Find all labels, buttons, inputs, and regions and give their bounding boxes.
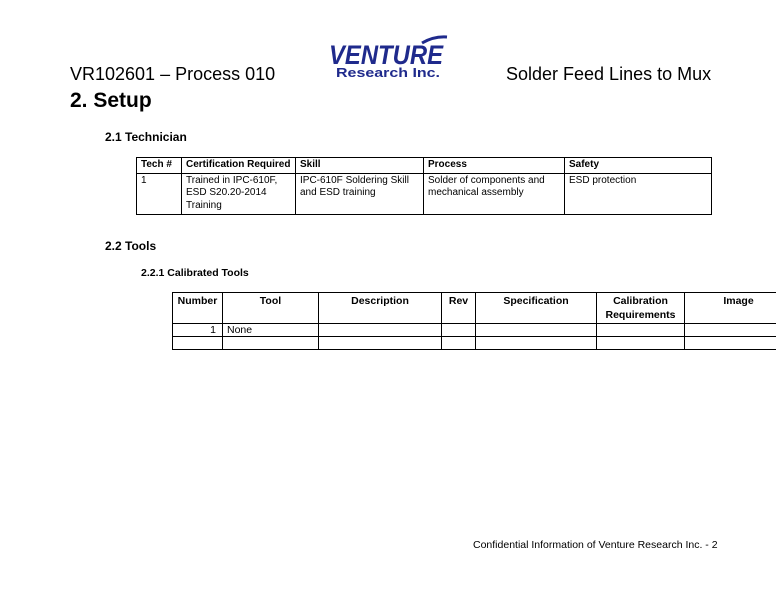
document-title: Solder Feed Lines to Mux bbox=[506, 64, 712, 84]
column-header: Tool bbox=[223, 293, 319, 324]
table-header-row bbox=[137, 158, 712, 174]
column-header: Description bbox=[319, 293, 442, 324]
table-cell: Solder of components and mechanical assembly bbox=[424, 173, 565, 214]
table-cell: ESD protection bbox=[565, 173, 712, 214]
table-cell: 1 bbox=[173, 324, 223, 337]
table-cell: IPC-610F Soldering Skill and ESD training bbox=[296, 173, 424, 214]
column-header: Rev bbox=[442, 293, 476, 324]
column-header: Skill bbox=[296, 158, 424, 174]
table-cell bbox=[442, 324, 476, 337]
table-cell: 1 bbox=[137, 173, 182, 214]
page-footer: Confidential Information of Venture Research Inc. - 2 bbox=[473, 539, 718, 551]
calibrated-tools-table bbox=[172, 292, 776, 350]
table-cell: Trained in IPC-610F, ESD S20.20-2014 Training bbox=[182, 173, 296, 214]
table-cell: None bbox=[223, 324, 319, 337]
column-header: Specification bbox=[476, 293, 597, 324]
column-header: Safety bbox=[565, 158, 712, 174]
table-cell bbox=[319, 324, 442, 337]
document-id: VR102601 – Process 010 bbox=[70, 64, 276, 84]
column-header: Tech # bbox=[137, 158, 182, 174]
table-cell bbox=[223, 337, 319, 350]
logo-text-venture: VENTURE bbox=[329, 40, 444, 70]
technician-table bbox=[136, 157, 712, 215]
table-cell bbox=[476, 324, 597, 337]
column-header: Number bbox=[173, 293, 223, 324]
table-cell bbox=[597, 324, 685, 337]
table-row bbox=[173, 324, 776, 337]
technician-heading: 2.1 Technician bbox=[105, 130, 187, 144]
table-row bbox=[137, 173, 712, 214]
tools-heading: 2.2 Tools bbox=[105, 239, 157, 253]
table-cell bbox=[685, 324, 776, 337]
table-cell bbox=[442, 337, 476, 350]
table-cell bbox=[685, 337, 776, 350]
table-row bbox=[173, 337, 776, 350]
column-header: Process bbox=[424, 158, 565, 174]
table-cell bbox=[476, 337, 597, 350]
column-header: Image bbox=[685, 293, 776, 324]
company-logo bbox=[326, 34, 450, 80]
table-cell bbox=[173, 337, 223, 350]
table-cell bbox=[319, 337, 442, 350]
column-header: Certification Required bbox=[182, 158, 296, 174]
column-header: Calibration Requirements bbox=[597, 293, 685, 324]
calibrated-tools-heading: 2.2.1 Calibrated Tools bbox=[141, 267, 249, 279]
table-cell bbox=[597, 337, 685, 350]
logo-text-research: Research Inc. bbox=[336, 66, 440, 80]
table-header-row bbox=[173, 293, 776, 324]
section-title: 2. Setup bbox=[70, 89, 152, 112]
